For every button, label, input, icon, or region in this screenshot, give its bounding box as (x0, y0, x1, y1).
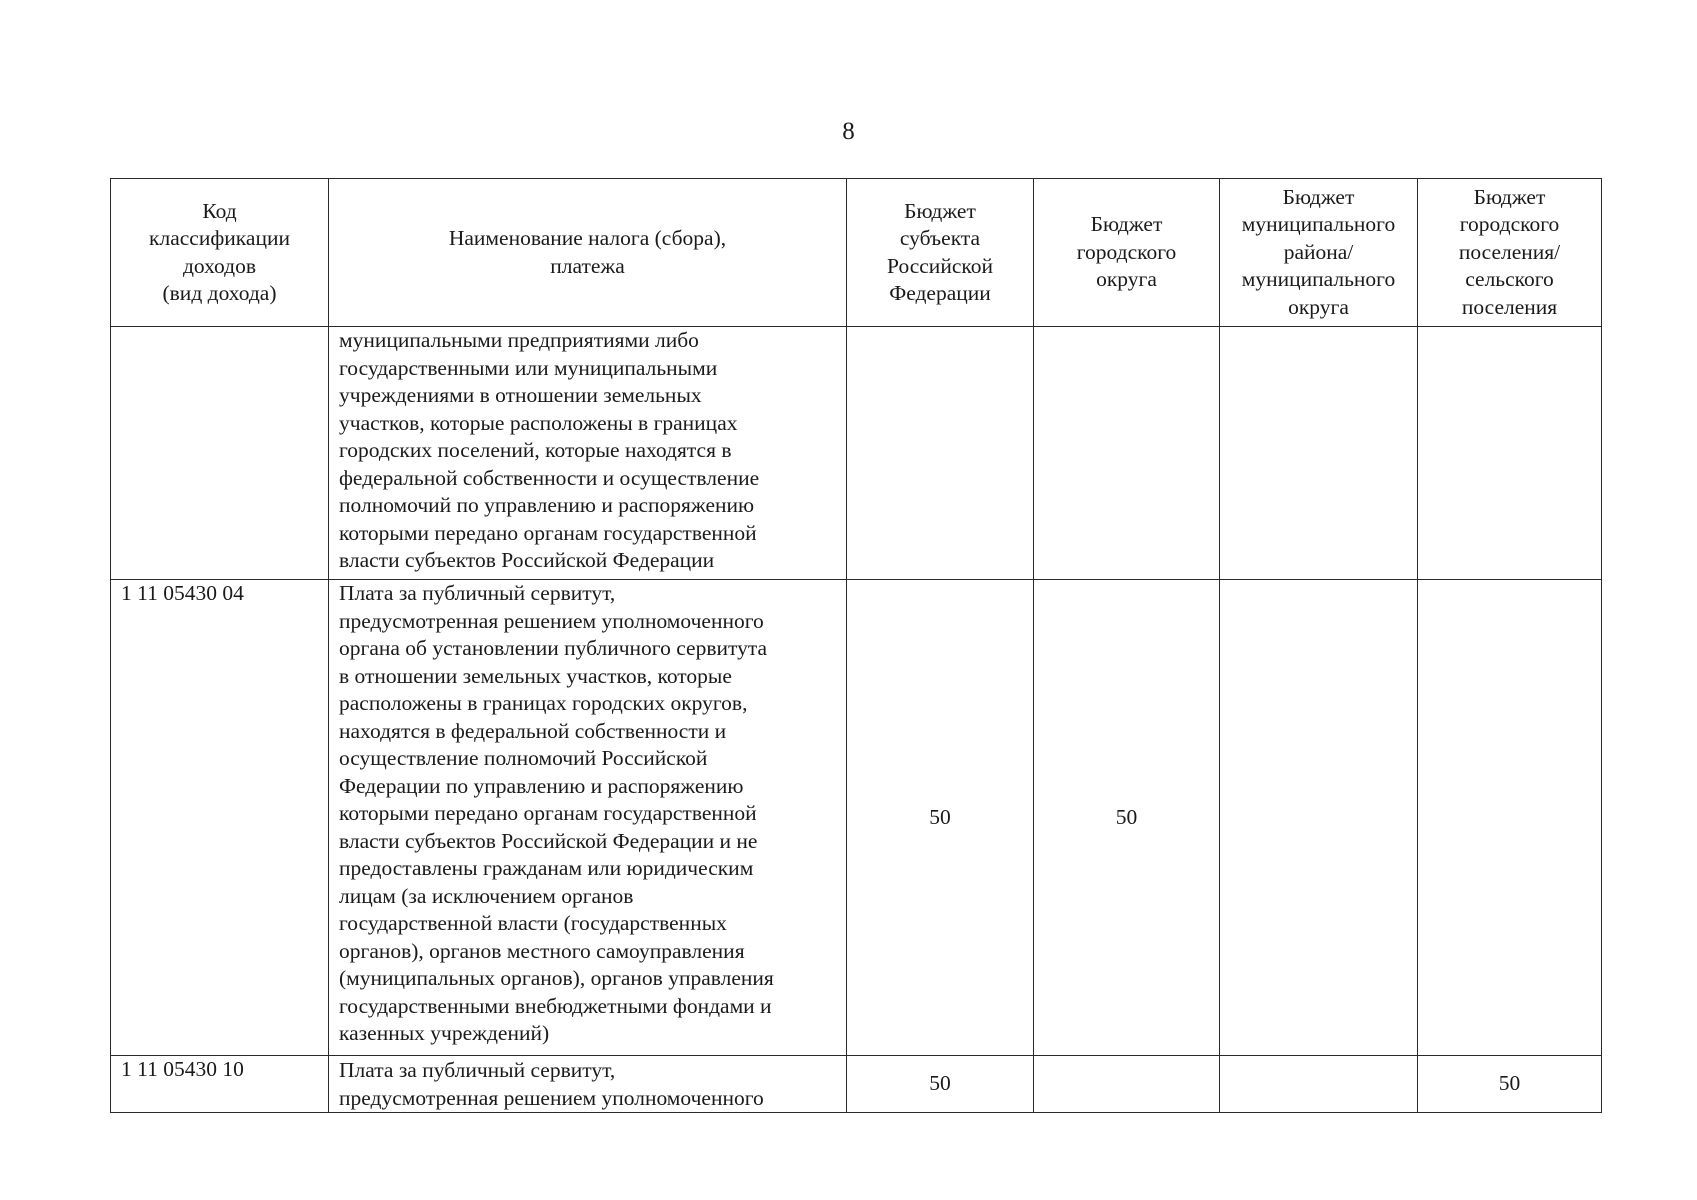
municipal-district-budget-cell (1220, 580, 1418, 1056)
payment-name-cell: муниципальными предприятиями либо государственными или муниципальными учреждениями в отношении земельных участков, которые расположены в границах городских поселений, которые находятся в федеральной собственности и осуществление полномочий по управлению и распоряжению которыми передано органам государственной власти субъектов Российской Федерации (329, 327, 847, 580)
city-district-budget-cell (1034, 327, 1220, 580)
city-district-budget-cell (1034, 1056, 1220, 1113)
table-header-row (111, 179, 1602, 327)
settlement-budget-cell (1418, 327, 1602, 580)
header-municipal-district-budget (1220, 179, 1418, 327)
subject-budget-cell: 50 (847, 580, 1034, 1056)
payment-name-cell: Плата за публичный сервитут, предусмотренная решением уполномоченного (329, 1056, 847, 1113)
header-settlement-budget (1418, 179, 1602, 327)
municipal-district-budget-cell (1220, 1056, 1418, 1113)
subject-budget-cell (847, 327, 1034, 580)
table-row (111, 1056, 1602, 1113)
header-subject-budget (847, 179, 1034, 327)
subject-budget-cell: 50 (847, 1056, 1034, 1113)
header-label: Код классификации доходов (вид дохода) (149, 198, 290, 305)
income-code-cell: 1 11 05430 10 (111, 1056, 329, 1113)
table-row (111, 327, 1602, 580)
payment-name-cell: Плата за публичный сервитут, предусмотренная решением уполномоченного органа об установлении публичного сервитута в отношении земельных участков, которые расположены в границах городских округов, находятся в федеральной собственности и осуществление полномочий Российской Федерации по управлению и распоряжению которыми передано органам государственной власти субъектов Российской Федерации и не предоставлены гражданам или юридическим лицам (за исключением органов государственной власти (государственных органов), органов местного самоуправления (муниципальных органов), органов управления государственными внебюджетными фондами и казенных учреждений) (329, 580, 847, 1056)
header-city-district-budget (1034, 179, 1220, 327)
header-label: Бюджет субъекта Российской Федерации (887, 198, 993, 305)
city-district-budget-cell: 50 (1034, 580, 1220, 1056)
settlement-budget-cell (1418, 580, 1602, 1056)
page-number: 8 (842, 118, 855, 145)
header-payment-name (329, 179, 847, 327)
header-label: Наименование налога (сбора), платежа (448, 226, 727, 278)
header-label: Бюджет городского округа (1076, 212, 1177, 292)
settlement-budget-cell: 50 (1418, 1056, 1602, 1113)
header-label: Бюджет городского поселения/ сельского поселения (1458, 184, 1561, 319)
income-code-cell: 1 11 05430 04 (111, 580, 329, 1056)
header-income-code (111, 179, 329, 327)
municipal-district-budget-cell (1220, 327, 1418, 580)
header-label: Бюджет муниципального района/ муниципального округа (1241, 184, 1396, 319)
income-code-cell (111, 327, 329, 580)
revenue-distribution-table (110, 178, 1602, 1113)
table-row (111, 580, 1602, 1056)
